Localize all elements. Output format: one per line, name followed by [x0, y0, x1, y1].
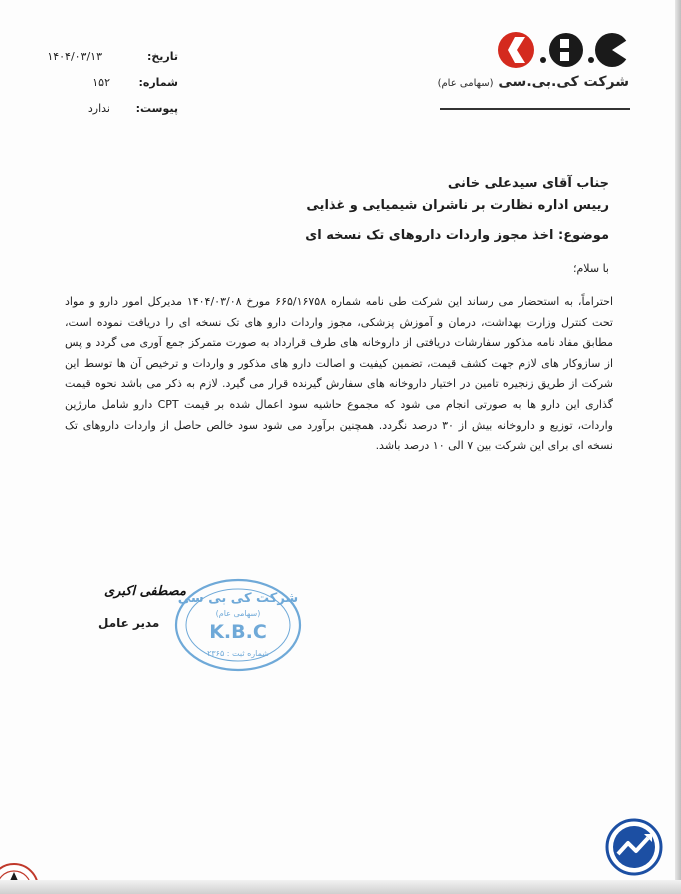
date-value: ۱۴۰۴/۰۳/۱۳ [47, 50, 102, 63]
company-logo [494, 28, 632, 72]
company-name [438, 74, 629, 90]
attachment-value: ندارد [87, 102, 110, 115]
meta-number-row [28, 76, 178, 102]
stamp-registration: شماره ثبت : ۲۳۶۵ [207, 649, 269, 658]
stamp-company: شرکت کی بی سی [177, 591, 299, 606]
recipient: جناب آقای سیدعلی خانی [447, 176, 609, 191]
recipient-position: رییس اداره نظارت بر ناشران شیمیایی و غذایی [306, 198, 609, 213]
number-label: شماره: [138, 76, 178, 89]
letter-subject: موضوع: اخذ مجوز واردات داروهای تک نسخه ای [305, 228, 609, 243]
date-label: تاریخ: [146, 50, 178, 63]
logo-c-mark [595, 33, 632, 67]
header-divider [440, 108, 630, 110]
logo-k-mark [498, 32, 534, 68]
stamp-logo: K.B.C [209, 621, 267, 643]
scan-edge-right [675, 0, 681, 894]
meta-date-row [28, 50, 178, 76]
scan-edge-bottom [0, 880, 681, 894]
number-value: ۱۵۲ [92, 76, 110, 89]
company-type: (سهامی عام) [437, 78, 494, 89]
company-stamp [172, 576, 304, 674]
letter-body: احتراماً، به استحضار می رساند این شرکت طی نامه شماره ۶۶۵/۱۶۷۵۸ مورخ ۱۴۰۴/۰۳/۰۸ مدیرکل امور دارو و مواد تحت کنترل وزارت بهداشت، درمان و آموزش پزشکی، مجوز واردات دارو های تک نسخه ای را دریافت نموده است، مطابق مفاد نامه مذکور سفارشات دریافتی از داروخانه های طرف قرارداد به صورت متمرکز جمع آوری می گردد و پس از سازوکار های لازم جهت کشف قیمت، تضمین کیفیت و اصالت دارو های مذکور و واردات و ترخیص آن ها توسط این شرکت از طریق زنجیره تامین در اختیار داروخانه های سفارش گیرنده قرار می گیرد. لازم به ذکر می باشد نحوه قیمت گذاری این دارو ها به صورتی انجام می شود که مجموع حاشیه سود اعمال شده بر قیمت CPT دارو شامل مارژین واردات، توزیع و داروخانه بیش از ۳۰ درصد نگردد. همچنین برآورد می شود سود خالص حاصل از واردات داروهای تک نسخه ای برای این شرکت بین ۷ الی ۱۰ درصد باشد. [65, 295, 614, 453]
stamp-type: (سهامی عام) [215, 609, 261, 618]
letter-meta [28, 50, 178, 128]
logo-b-mark [549, 33, 583, 67]
company-name-text: شرکت کی.بی.سی [498, 74, 629, 90]
attachment-label: پیوست: [135, 102, 178, 115]
signatory-title: مدیر عامل [98, 616, 160, 630]
news-watermark-logo [604, 818, 664, 876]
meta-attachment-row [28, 102, 178, 128]
greeting: با سلام؛ [573, 262, 609, 275]
signatory-name: مصطفی اکبری [104, 584, 186, 599]
logo-text: K.B.C [494, 28, 497, 29]
